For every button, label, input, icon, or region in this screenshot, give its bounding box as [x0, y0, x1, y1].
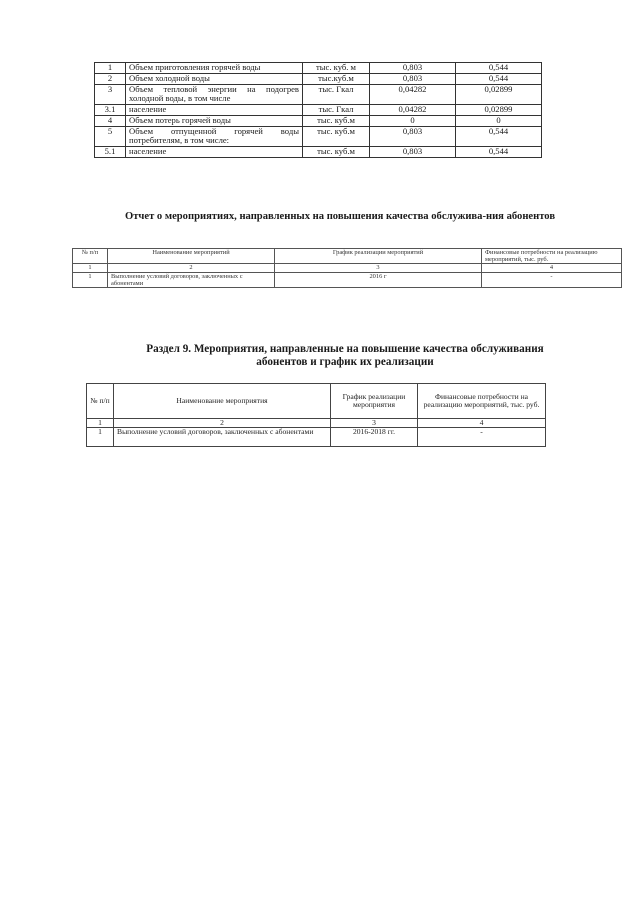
- index-cell: 1: [73, 264, 108, 273]
- row-cell-num: 2: [95, 74, 126, 85]
- row-cell-name: население: [126, 146, 303, 157]
- row-cell-unit: тыс. куб.м: [303, 126, 370, 146]
- row-cell-unit: тыс. куб. м: [303, 63, 370, 74]
- table-row: [95, 126, 542, 146]
- table-row: [95, 85, 542, 105]
- row-cell-name: Объем тепловой энергии на подогрев холодной воды, в том числе: [126, 85, 303, 105]
- table-row: [95, 146, 542, 157]
- row-cell-name: Объем потерь горячей воды: [126, 115, 303, 126]
- row-cell-v1: 0,04282: [370, 85, 456, 105]
- row-cell-v2: 0,02899: [456, 104, 542, 115]
- section-9-table: [86, 383, 546, 447]
- header-cell: Наименование мероприятия: [114, 384, 331, 419]
- events-report-heading: Отчет о мероприятиях, направленных на повышения качества обслужива-ния абонентов: [124, 211, 556, 222]
- header-cell: Финансовые потребности на реализацию мероприятий, тыс. руб.: [482, 249, 622, 264]
- row-cell-v1: 0,04282: [370, 104, 456, 115]
- row-cell-unit: тыс.куб.м: [303, 74, 370, 85]
- row-cell-num: 5: [95, 126, 126, 146]
- row-cell-v2: 0,02899: [456, 85, 542, 105]
- table-row: [95, 115, 542, 126]
- row-cell-v2: 0,544: [456, 126, 542, 146]
- table-row: [87, 428, 546, 447]
- row-cell: 1: [73, 273, 108, 288]
- header-cell: № п/п: [87, 384, 114, 419]
- index-cell: 2: [108, 264, 275, 273]
- section-9-heading: Раздел 9. Мероприятия, направленные на повышение качества обслуживания абонентов и график их реализации: [146, 343, 544, 368]
- row-cell-v1: 0,803: [370, 74, 456, 85]
- row-cell: Выполнение условий договоров, заключенных с абонентами: [114, 428, 331, 447]
- row-cell: Выполнение условий договоров, заключенных с абонентами: [108, 273, 275, 288]
- index-cell: 3: [331, 419, 418, 428]
- table-row: [95, 74, 542, 85]
- row-cell-num: 3.1: [95, 104, 126, 115]
- row-cell: 1: [87, 428, 114, 447]
- row-cell-name: Объем приготовления горячей воды: [126, 63, 303, 74]
- index-cell: 4: [418, 419, 546, 428]
- table-row: [95, 104, 542, 115]
- row-cell-v2: 0,544: [456, 74, 542, 85]
- row-cell-v2: 0: [456, 115, 542, 126]
- table-header-row: [87, 384, 546, 419]
- table-index-row: [73, 264, 622, 273]
- header-cell: № п/п: [73, 249, 108, 264]
- row-cell-unit: тыс. куб.м: [303, 115, 370, 126]
- row-cell-name: Объем холодной воды: [126, 74, 303, 85]
- row-cell-unit: тыс. Гкал: [303, 104, 370, 115]
- row-cell: -: [482, 273, 622, 288]
- row-cell-num: 5.1: [95, 146, 126, 157]
- row-cell-num: 1: [95, 63, 126, 74]
- table-header-row: [73, 249, 622, 264]
- row-cell-v1: 0,803: [370, 63, 456, 74]
- index-cell: 4: [482, 264, 622, 273]
- row-cell-unit: тыс. Гкал: [303, 85, 370, 105]
- row-cell: 2016-2018 гг.: [331, 428, 418, 447]
- index-cell: 3: [275, 264, 482, 273]
- events-report-table: [72, 248, 622, 288]
- header-cell: График реализации мероприятий: [275, 249, 482, 264]
- header-cell: Наименование мероприятий: [108, 249, 275, 264]
- row-cell: -: [418, 428, 546, 447]
- header-cell: График реализации мероприятия: [331, 384, 418, 419]
- row-cell-v2: 0,544: [456, 63, 542, 74]
- row-cell-num: 4: [95, 115, 126, 126]
- volumes-table: [94, 62, 542, 158]
- row-cell: 2016 г: [275, 273, 482, 288]
- row-cell-name: население: [126, 104, 303, 115]
- row-cell-v1: 0,803: [370, 146, 456, 157]
- row-cell-v1: 0: [370, 115, 456, 126]
- index-cell: 2: [114, 419, 331, 428]
- row-cell-v1: 0,803: [370, 126, 456, 146]
- row-cell-unit: тыс. куб.м: [303, 146, 370, 157]
- index-cell: 1: [87, 419, 114, 428]
- row-cell-v2: 0,544: [456, 146, 542, 157]
- row-cell-num: 3: [95, 85, 126, 105]
- header-cell: Финансовые потребности на реализацию мероприятий, тыс. руб.: [418, 384, 546, 419]
- row-cell-name: Объем отпущенной горячей воды потребителям, в том числе:: [126, 126, 303, 146]
- table-row: [95, 63, 542, 74]
- table-row: [73, 273, 622, 288]
